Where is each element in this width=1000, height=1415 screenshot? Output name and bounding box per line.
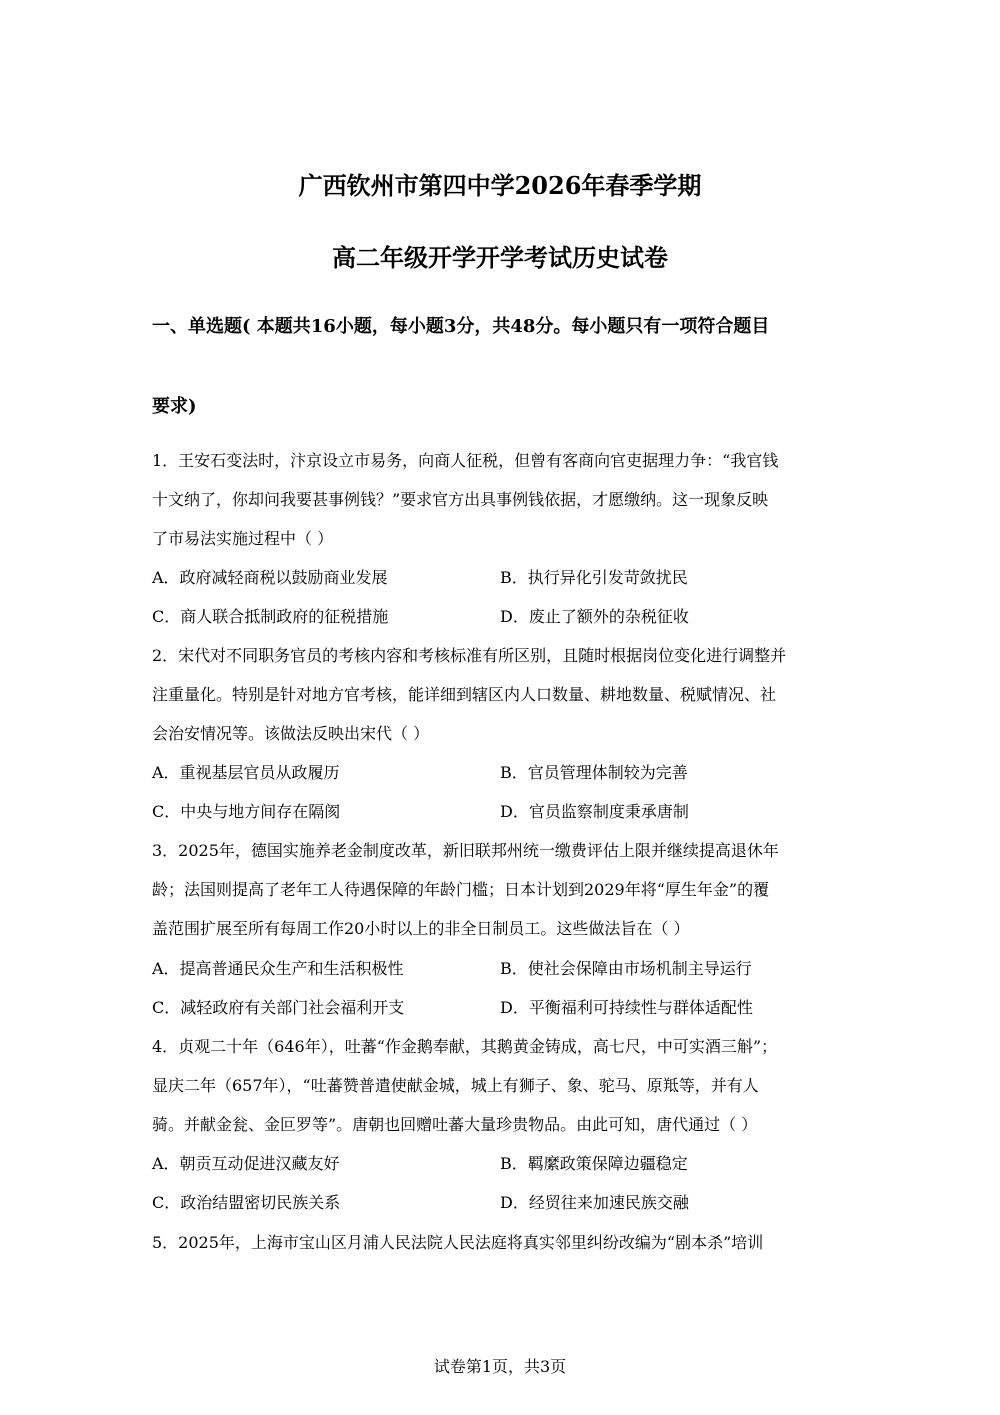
question-3-option-d[interactable]: D．平衡福利可持续性与群体适配性 xyxy=(500,998,753,1017)
question-3-line-1: 3．2025年，德国实施养老金制度改革，新旧联邦州统一缴费评估上限并继续提高退休年 xyxy=(152,841,779,860)
question-4-option-b[interactable]: B．羁縻政策保障边疆稳定 xyxy=(500,1154,688,1173)
question-3-option-a[interactable]: A．提高普通民众生产和生活积极性 xyxy=(152,959,404,978)
question-4-line-3: 骑。并献金瓮、金叵罗等”。唐朝也回赠吐蕃大量珍贵物品。由此可知，唐代通过（ ） xyxy=(152,1115,758,1134)
question-4-option-a[interactable]: A．朝贡互动促进汉藏友好 xyxy=(152,1154,340,1173)
question-1-option-c[interactable]: C．商人联合抵制政府的征税措施 xyxy=(152,607,389,626)
question-2-line-3: 会治安情况等。该做法反映出宋代（ ） xyxy=(152,724,430,743)
question-4-line-2: 显庆二年（657年），“吐蕃赞普遣使献金城，城上有狮子、象、驼马、原羝等，并有人 xyxy=(152,1076,759,1095)
question-1-line-2: 十文纳了，你却问我要甚事例钱？”要求官方出具事例钱依据，才愿缴纳。这一现象反映 xyxy=(152,490,769,509)
question-1-line-3: 了市易法实施过程中（ ） xyxy=(152,529,334,548)
question-5-line-1: 5．2025年，上海市宝山区月浦人民法院人民法庭将真实邻里纠纷改编为“剧本杀”培训 xyxy=(152,1233,764,1252)
question-4-line-1: 4．贞观二十年（646年），吐蕃“作金鹅奉献，其鹅黄金铸成，高七尺，中可实酒三斛”； xyxy=(152,1037,778,1056)
question-4-option-d[interactable]: D．经贸往来加速民族交融 xyxy=(500,1193,689,1212)
section-heading-line2: 要求) xyxy=(152,396,197,417)
question-2-option-b[interactable]: B．官员管理体制较为完善 xyxy=(500,763,688,782)
page-footer: 试卷第1页，共3页 xyxy=(433,1357,567,1376)
exam-title-line2: 高二年级开学开学考试历史试卷 xyxy=(332,243,668,272)
question-2-option-d[interactable]: D．官员监察制度秉承唐制 xyxy=(500,802,689,821)
question-1-option-a[interactable]: A．政府减轻商税以鼓励商业发展 xyxy=(152,568,388,587)
question-3-option-c[interactable]: C．减轻政府有关部门社会福利开支 xyxy=(152,998,405,1017)
question-2-line-2: 注重量化。特别是针对地方官考核，能详细到辖区内人口数量、耕地数量、税赋情况、社 xyxy=(152,685,777,704)
question-3-option-b[interactable]: B．使社会保障由市场机制主导运行 xyxy=(500,959,752,978)
question-1-option-b[interactable]: B．执行异化引发苛敛扰民 xyxy=(500,568,688,587)
question-1-line-1: 1．王安石变法时，汴京设立市易务，向商人征税，但曾有客商向官吏据理力争：“我官钱 xyxy=(152,451,779,470)
question-1-option-d[interactable]: D．废止了额外的杂税征收 xyxy=(500,607,689,626)
question-2-option-a[interactable]: A．重视基层官员从政履历 xyxy=(152,763,340,782)
question-4-option-c[interactable]: C．政治结盟密切民族关系 xyxy=(152,1193,341,1212)
question-2-line-1: 2．宋代对不同职务官员的考核内容和考核标准有所区别，且随时根据岗位变化进行调整并 xyxy=(152,646,787,665)
question-3-line-2: 龄；法国则提高了老年工人待遇保障的年龄门槛；日本计划到2029年将“厚生年金”的覆 xyxy=(152,880,770,899)
question-3-line-3: 盖范围扩展至所有每周工作20小时以上的非全日制员工。这些做法旨在（ ） xyxy=(152,919,690,938)
exam-title-line1: 广西钦州市第四中学2026年春季学期 xyxy=(298,171,702,200)
section-heading-line1: 一、单选题( 本题共16小题，每小题3分，共48分。每小题只有一项符合题目 xyxy=(152,316,770,337)
question-2-option-c[interactable]: C．中央与地方间存在隔阂 xyxy=(152,802,341,821)
